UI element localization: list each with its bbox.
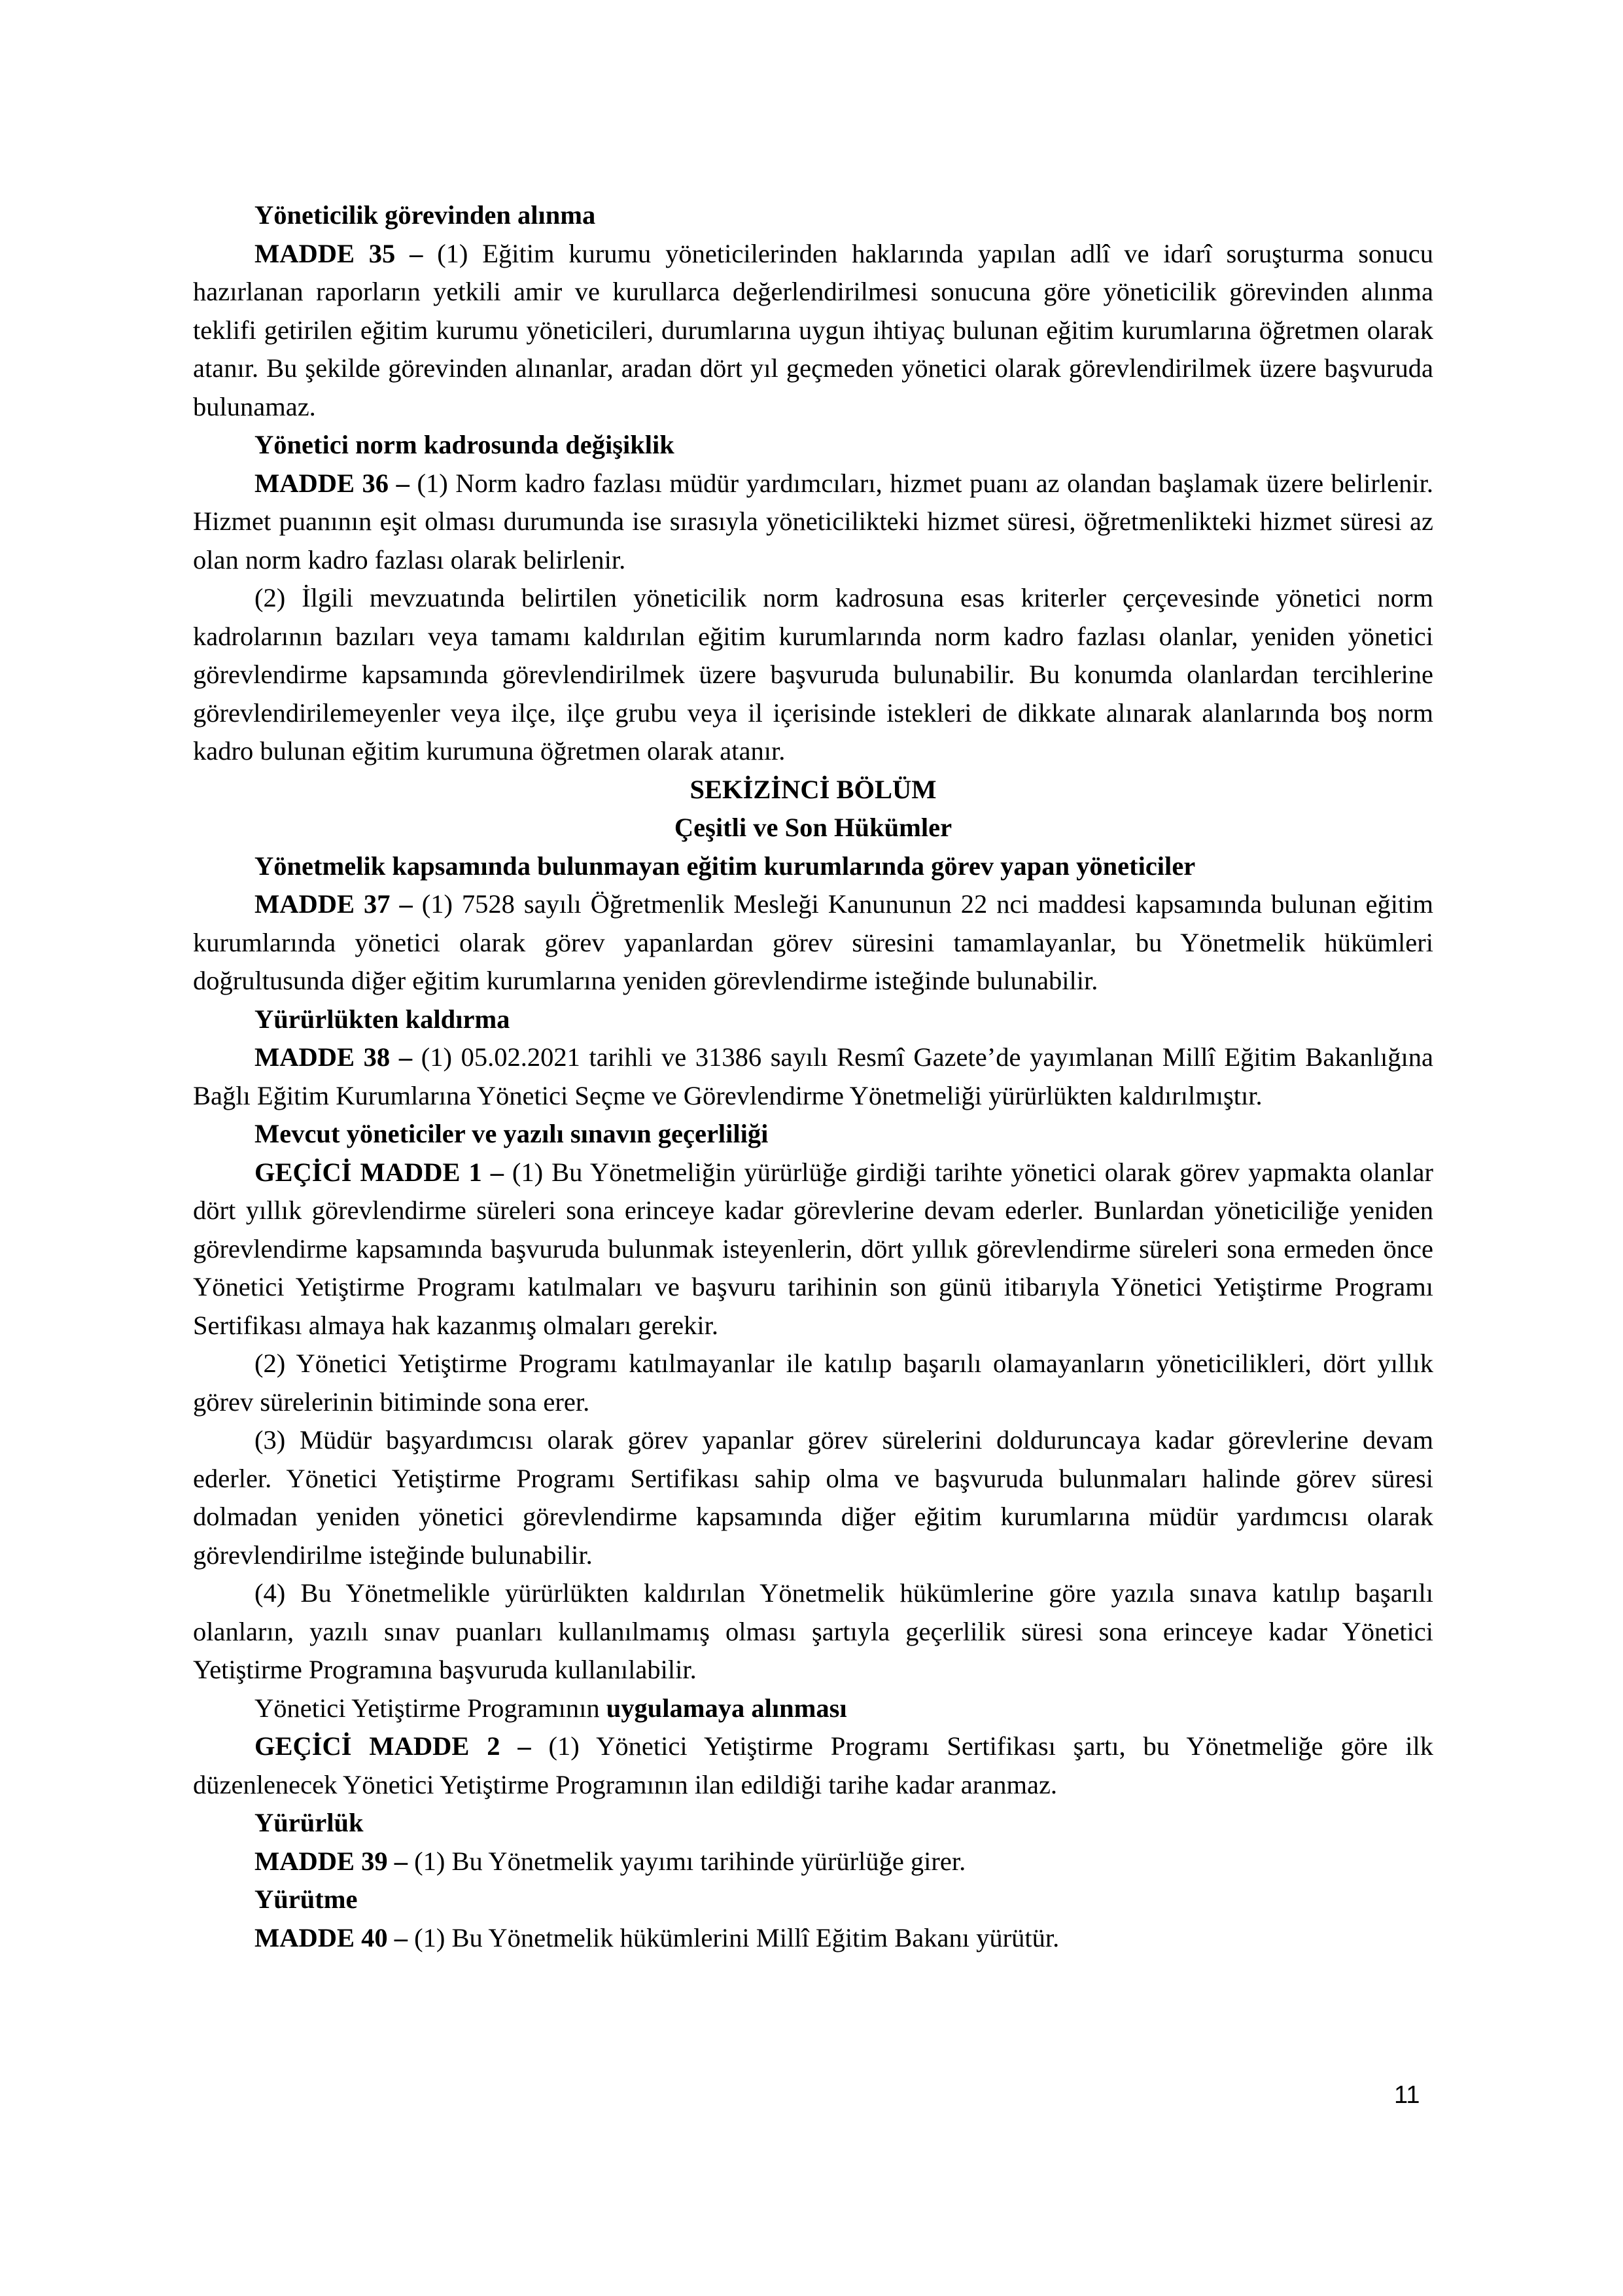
page-number: 11 xyxy=(1394,2081,1420,2109)
chapter-heading-sekizinci-bolum: SEKİZİNCİ BÖLÜM xyxy=(689,774,937,804)
article-madde-40 xyxy=(193,1919,1433,1958)
chapter-subheading-cesitli-ve-son-hukumler: Çeşitli ve Son Hükümler xyxy=(674,813,952,842)
article-gecici-madde-2 xyxy=(193,1727,1433,1804)
article-text-madde-36: (1) Norm kadro fazlası müdür yardımcıları, hizmet puanı az olandan başlamak üzere belirlenir. Hizmet puanının eşit olması durumunda ise sırasıyla yöneticilikteki hizmet süresi, öğretmenlikteki hizmet süresi az olan norm kadro fazlası olarak belirlenir. xyxy=(193,468,1434,574)
heading-bold-part: uygulamaya alınması xyxy=(606,1693,847,1723)
article-text-madde-40: (1) Bu Yönetmelik hükümlerini Millî Eğitim Bakanı yürütür. xyxy=(407,1922,1060,1952)
section-heading-yonetmelik-kapsaminda-bulunmayan: Yönetmelik kapsamında bulunmayan eğitim kurumlarında görev yapan yöneticiler xyxy=(254,851,1196,881)
article-madde-36 xyxy=(193,465,1433,580)
section-heading-yururluk: Yürürlük xyxy=(254,1808,364,1837)
article-text-madde-37: (1) 7528 sayılı Öğretmenlik Mesleği Kanununun 22 nci maddesi kapsamında bulunan eğitim kurumlarında yönetici olarak görev yapanlardan görev süresini tamamlayanlar, bu Yönetmelik hükümleri doğrultusunda diğer eğitim kurumlarına yeniden görevlendirme isteğinde bulunabilir. xyxy=(193,889,1434,995)
article-label-madde-40: MADDE 40 – xyxy=(254,1922,408,1952)
article-text-madde-39: (1) Bu Yönetmelik yayımı tarihinde yürürlüğe girer. xyxy=(407,1846,966,1876)
article-text-madde-35: (1) Eğitim kurumu yöneticilerinden haklarında yapılan adlî ve idarî soruşturma sonucu hazırlanan raporların yetkili amir ve kurullarca değerlendirilmesi sonucuna göre yöneticilik görevinden alınma teklifi getirilen eğitim kurumu yöneticileri, durumlarına uygun ihtiyaç bulunan eğitim kurumlarına öğretmen olarak atanır. Bu şekilde görevinden alınanlar, aradan dört yıl geçmeden yönetici olarak görevlendirilmek üzere başvuruda bulunamaz. xyxy=(193,238,1434,421)
heading-plain-part: Yönetici Yetiştirme Programının xyxy=(254,1693,606,1723)
section-heading-yururlukten-kaldirma: Yürürlükten kaldırma xyxy=(254,1004,510,1034)
article-madde-39 xyxy=(193,1843,1433,1881)
article-madde-38 xyxy=(193,1038,1433,1115)
paragraph-madde-36-2: (2) İlgili mevzuatında belirtilen yöneticilik norm kadrosuna esas kriterler çerçevesinde yönetici norm kadrolarının bazıları veya tamamı kaldırılan eğitim kurumlarında norm kadro fazlası olanlar, yeniden yönetici görevlendirme kapsamında görevlendirilmek üzere başvuruda bulunabilir. Bu konumda olanlardan tercihlerine görevlendirilemeyenler veya ilçe, ilçe grubu veya il içerisinde istekleri de dikkate alınarak alanlarında boş norm kadro bulunan eğitim kurumuna öğretmen olarak atanır. xyxy=(193,583,1433,766)
section-heading-yoneticilik-gorevinden-alinma: Yöneticilik görevinden alınma xyxy=(254,200,596,230)
article-label-madde-38: MADDE 38 – xyxy=(254,1042,413,1072)
article-madde-35 xyxy=(193,235,1433,427)
section-heading-yurutme: Yürütme xyxy=(254,1884,358,1914)
article-text-madde-38: (1) 05.02.2021 tarihli ve 31386 sayılı Resmî Gazete’de yayımlanan Millî Eğitim Bakanlığına Bağlı Eğitim Kurumlarına Yönetici Seçme ve Görevlendirme Yönetmeliği yürürlükten kaldırılmıştır. xyxy=(193,1042,1434,1110)
article-label-gecici-madde-2: GEÇİCİ MADDE 2 – xyxy=(254,1731,531,1761)
article-label-madde-35: MADDE 35 – xyxy=(254,238,423,268)
section-heading-mevcut-yoneticiler-ve-yazili-sinavin-gecerliligi: Mevcut yöneticiler ve yazılı sınavın geçerliliği xyxy=(254,1119,769,1148)
document-body xyxy=(193,196,1433,1957)
article-label-madde-37: MADDE 37 – xyxy=(254,889,413,919)
paragraph-gecici-1-4: (4) Bu Yönetmelikle yürürlükten kaldırılan Yönetmelik hükümlerine göre yazıla sınava katılıp başarılı olanların, yazılı sınav puanları kullanılmamış olması şartıyla geçerlilik süresi sona erinceye kadar Yönetici Yetiştirme Programına başvuruda kullanılabilir. xyxy=(193,1578,1433,1684)
section-heading-yonetici-norm-kadrosunda-degisiklik: Yönetici norm kadrosunda değişiklik xyxy=(254,430,674,459)
article-label-gecici-madde-1: GEÇİCİ MADDE 1 – xyxy=(254,1157,504,1187)
paragraph-gecici-1-3: (3) Müdür başyardımcısı olarak görev yapanlar görev sürelerini dolduruncaya kadar görevlerine devam ederler. Yönetici Yetiştirme Programı Sertifikası sahip olma ve başvuruda bulunmaları halinde görev süresi dolmadan yeniden yönetici görevlendirme kapsamında diğer eğitim kurumlarına müdür yardımcısı olarak görevlendirilme isteğinde bulunabilir. xyxy=(193,1425,1433,1570)
article-madde-37 xyxy=(193,885,1433,1000)
article-gecici-madde-1 xyxy=(193,1154,1433,1345)
paragraph-gecici-1-2: (2) Yönetici Yetiştirme Programı katılmayanlar ile katılıp başarılı olamayanların yöneticilikleri, dört yıllık görev sürelerinin bitiminde sona erer. xyxy=(193,1349,1433,1417)
article-label-madde-36: MADDE 36 – xyxy=(254,468,410,498)
article-text-gecici-madde-2: (1) Yönetici Yetiştirme Programı Sertifikası şartı, bu Yönetmeliğe göre ilk düzenlenecek Yönetici Yetiştirme Programının ilan edildiği tarihe kadar aranmaz. xyxy=(193,1731,1434,1799)
section-heading-yonetici-yetistirme-programinin-uygulamaya-alinmasi xyxy=(193,1689,1433,1728)
article-label-madde-39: MADDE 39 – xyxy=(254,1846,408,1876)
article-text-gecici-madde-1: (1) Bu Yönetmeliğin yürürlüğe girdiği tarihte yönetici olarak görev yapmakta olanlar dört yıllık görevlendirme süreleri sona erinceye kadar görevlerine devam ederler. Bunlardan yöneticiliğe yeniden görevlendirme kapsamında başvuruda bulunmak isteyenlerin, dört yıllık görevlendirme süreleri sona ermeden önce Yönetici Yetiştirme Programı katılmaları ve başvuru tarihinin son günü itibarıyla Yönetici Yetiştirme Programı Sertifikası almaya hak kazanmış olmaları gerekir. xyxy=(193,1157,1434,1340)
